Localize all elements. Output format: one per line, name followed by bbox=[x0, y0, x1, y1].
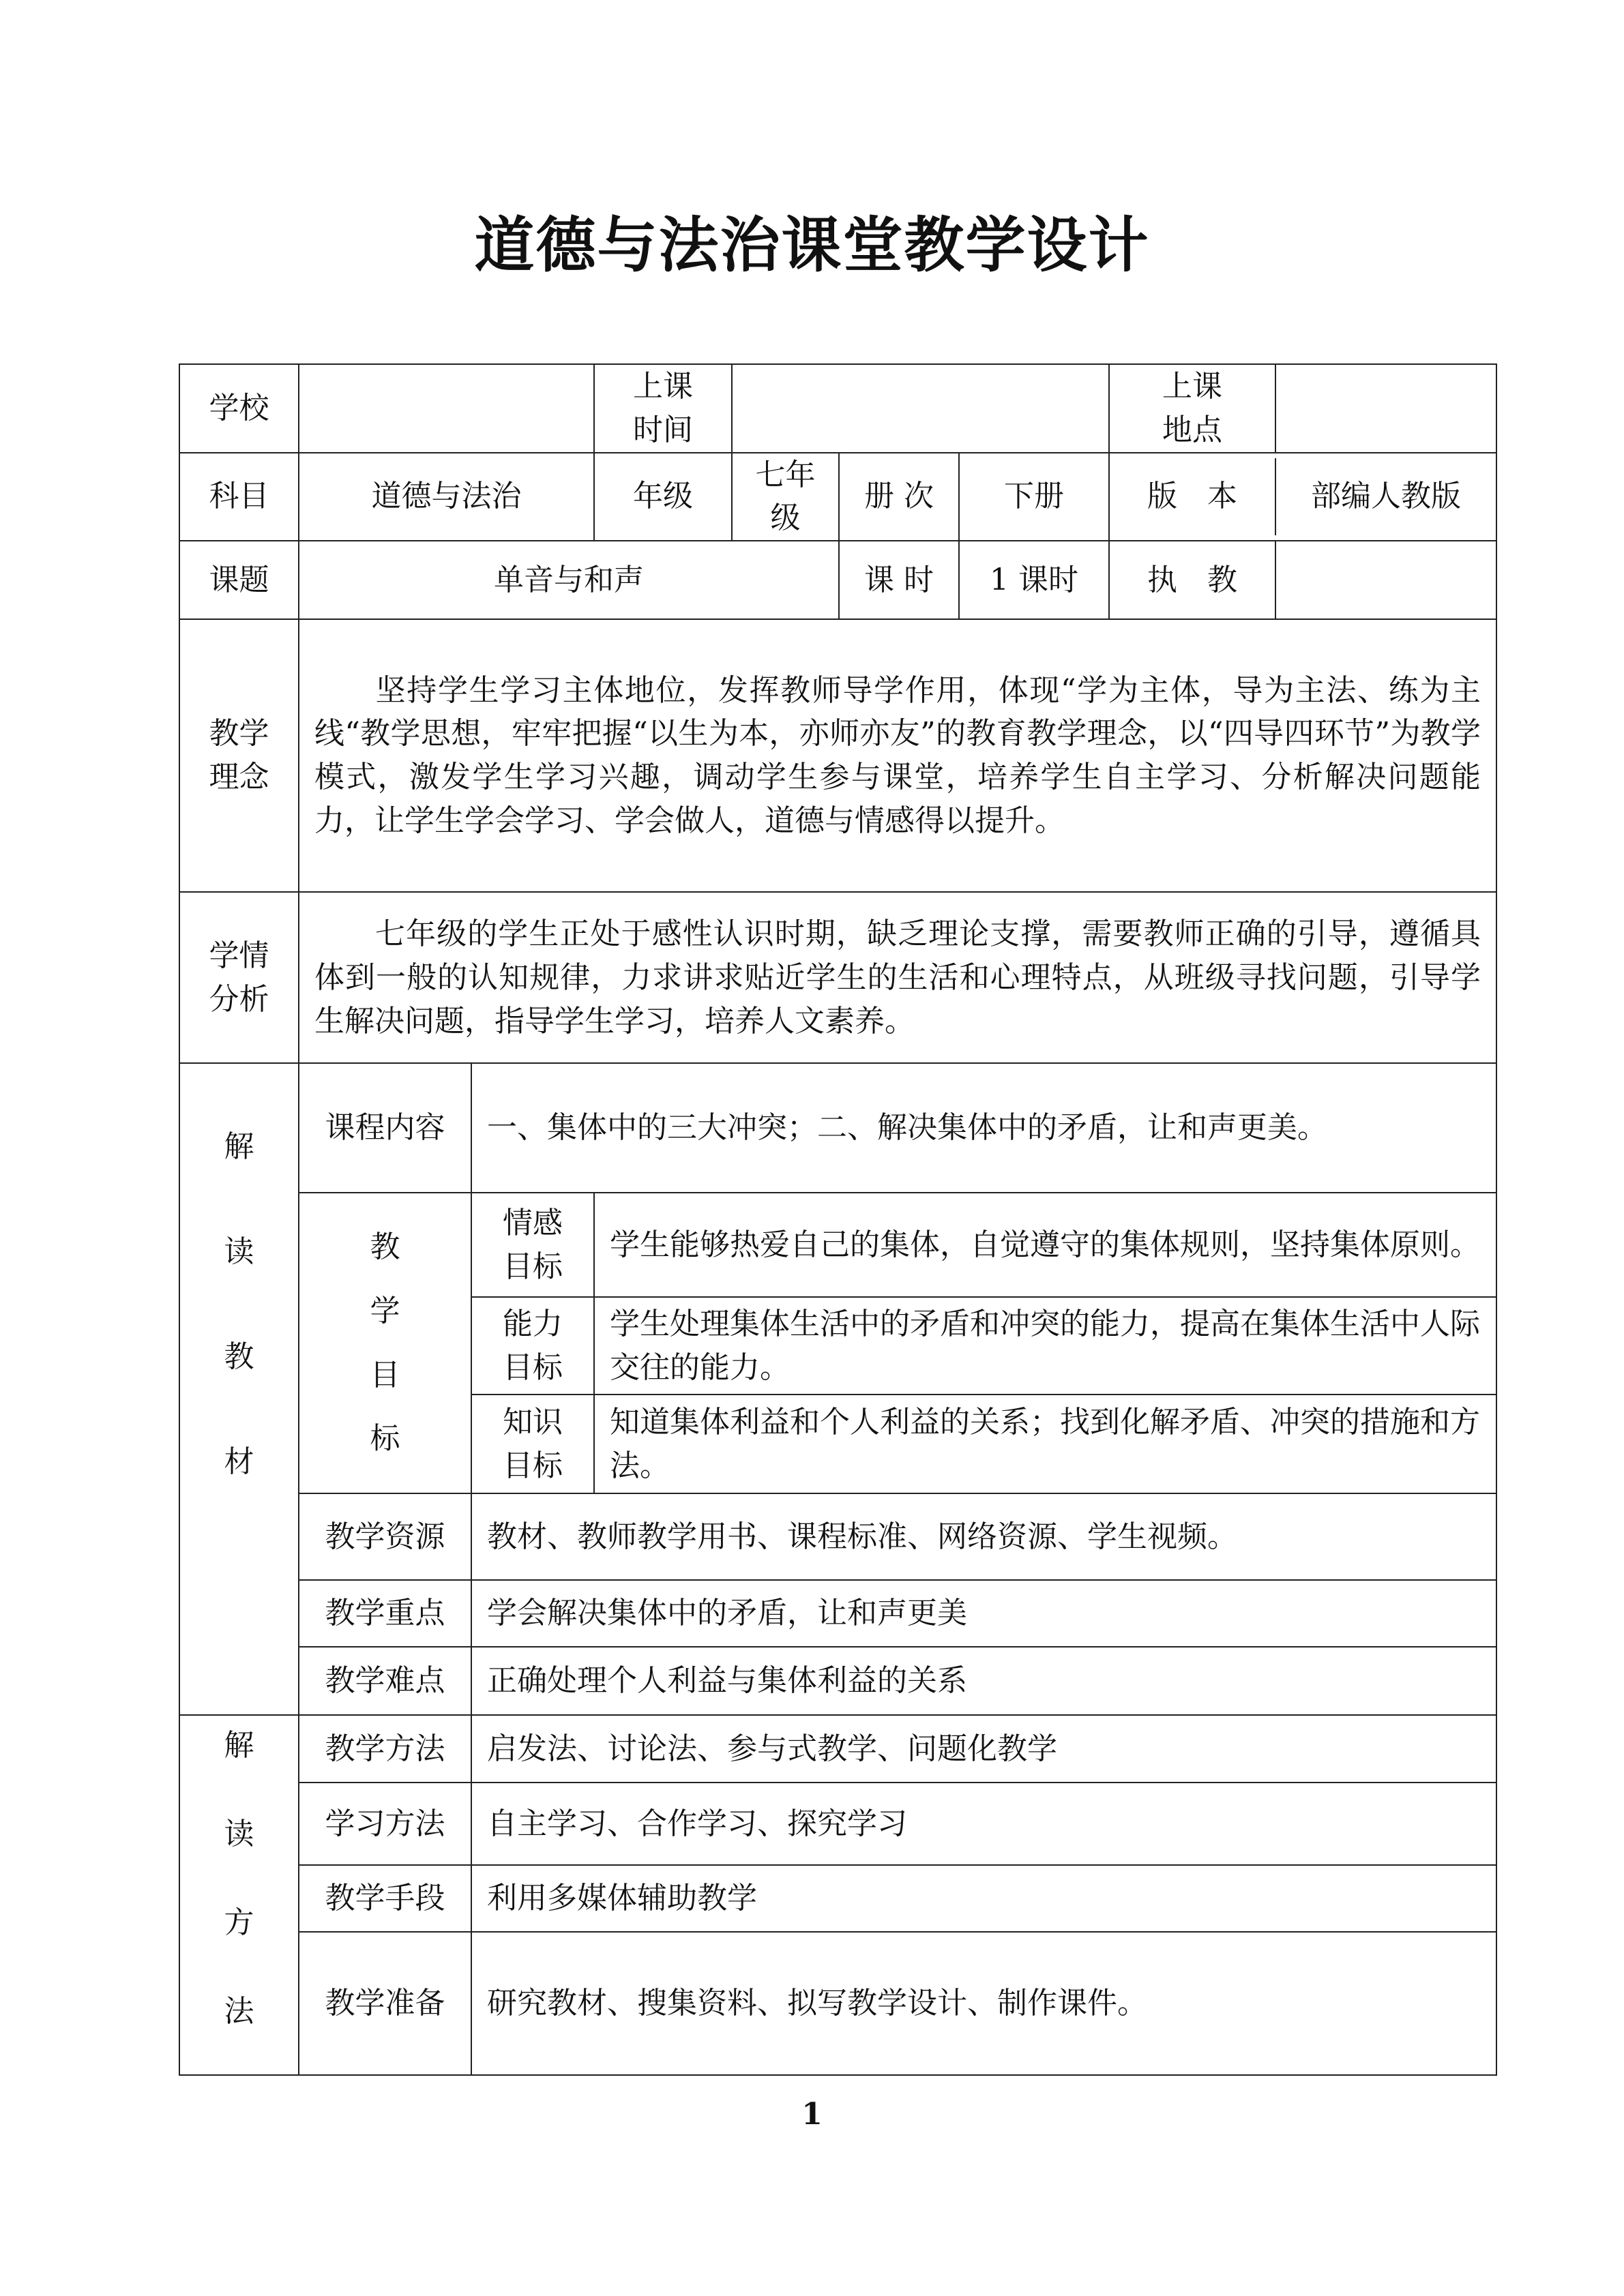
analysis-text: 七年级的学生正处于感性认识时期，缺乏理论支撑，需要教师正确的引导，遵循具体到一般的认知规律，力求讲求贴近学生的生活和心理特点，从班级寻找问题，引导学生解决问题，指导学生学习，培养人文素养。 bbox=[314, 916, 1481, 1039]
textbook-group-char: 材 bbox=[224, 1444, 254, 1479]
class-place-label-line2: 地点 bbox=[1162, 412, 1223, 447]
methods-group-label bbox=[179, 1715, 299, 2075]
preparation-value: 研究教材、搜集资料、拟写教学设计、制作课件。 bbox=[471, 1932, 1496, 2075]
difficulty-label: 教学难点 bbox=[299, 1647, 471, 1715]
goal-knowledge-label-line1: 知识 bbox=[503, 1404, 563, 1440]
resources-label: 教学资源 bbox=[299, 1493, 471, 1580]
goal-emotion-label-line1: 情感 bbox=[503, 1205, 563, 1240]
school-label: 学校 bbox=[179, 364, 299, 453]
methods-group-char: 方 bbox=[224, 1905, 254, 1940]
table-row-difficulty bbox=[179, 1647, 1496, 1715]
edition-label: 版 本 bbox=[1110, 458, 1275, 535]
resources-value: 教材、教师教学用书、课程标准、网络资源、学生视频。 bbox=[471, 1493, 1496, 1580]
subject-value: 道德与法治 bbox=[299, 453, 594, 541]
lesson-design-table bbox=[179, 363, 1497, 2076]
topic-label: 课题 bbox=[179, 541, 299, 619]
grade-value: 七年级 bbox=[732, 453, 839, 541]
volume-value: 下册 bbox=[959, 453, 1109, 541]
philosophy-label-line1: 教学 bbox=[209, 716, 269, 751]
volume-label: 册 次 bbox=[839, 453, 959, 541]
table-row-philosophy bbox=[179, 619, 1496, 892]
textbook-group-char: 教 bbox=[224, 1339, 254, 1374]
class-time-label-line1: 上课 bbox=[633, 369, 693, 404]
subject-label: 科目 bbox=[179, 453, 299, 541]
methods-group-char: 解 bbox=[224, 1728, 254, 1763]
table-row-resources bbox=[179, 1493, 1496, 1580]
analysis-label-line2: 分析 bbox=[209, 981, 269, 1017]
teaching-means-label: 教学手段 bbox=[299, 1865, 471, 1932]
table-row-teaching-method bbox=[179, 1715, 1496, 1783]
table-row-school bbox=[179, 364, 1496, 453]
teacher-value bbox=[1275, 541, 1496, 618]
course-content-label: 课程内容 bbox=[299, 1063, 471, 1193]
goal-emotion-label bbox=[471, 1193, 594, 1297]
goal-ability-label bbox=[471, 1297, 594, 1395]
class-time-value bbox=[732, 364, 1109, 453]
methods-group-char: 法 bbox=[224, 1993, 254, 2029]
table-row-analysis bbox=[179, 892, 1496, 1063]
textbook-group-char: 解 bbox=[224, 1129, 254, 1165]
class-place-label bbox=[1110, 365, 1275, 452]
teaching-method-value: 启发法、讨论法、参与式教学、问题化教学 bbox=[471, 1715, 1496, 1783]
philosophy-text-cell bbox=[299, 619, 1496, 892]
analysis-text-cell bbox=[299, 892, 1496, 1063]
goal-ability-label-line2: 目标 bbox=[503, 1350, 563, 1385]
teaching-means-value: 利用多媒体辅助教学 bbox=[471, 1865, 1496, 1932]
key-point-value: 学会解决集体中的矛盾，让和声更美 bbox=[471, 1580, 1496, 1647]
goal-knowledge-label-line2: 目标 bbox=[503, 1448, 563, 1483]
teaching-goals-label bbox=[299, 1193, 471, 1493]
edition-value: 部编人教版 bbox=[1311, 479, 1462, 514]
table-row-preparation bbox=[179, 1932, 1496, 2075]
table-row-learning-method bbox=[179, 1783, 1496, 1865]
table-row-topic bbox=[179, 541, 1496, 619]
class-place-label-line1: 上课 bbox=[1162, 369, 1223, 404]
school-value bbox=[299, 364, 594, 453]
class-time-label-line2: 时间 bbox=[633, 412, 693, 447]
teaching-goals-char: 学 bbox=[370, 1293, 400, 1328]
class-time-label bbox=[594, 364, 732, 453]
table-row-course-content bbox=[179, 1063, 1496, 1193]
textbook-group-label bbox=[179, 1063, 299, 1715]
table-row-subject bbox=[179, 453, 1496, 541]
key-point-label: 教学重点 bbox=[299, 1580, 471, 1647]
methods-group-char: 读 bbox=[224, 1816, 254, 1851]
goal-ability-label-line1: 能力 bbox=[503, 1306, 563, 1341]
teaching-goals-char: 目 bbox=[370, 1357, 400, 1392]
goal-knowledge-value: 知道集体利益和个人利益的关系；找到化解矛盾、冲突的措施和方法。 bbox=[594, 1395, 1496, 1493]
hours-label: 课 时 bbox=[839, 541, 959, 619]
philosophy-label-line2: 理念 bbox=[209, 760, 269, 795]
analysis-label-line1: 学情 bbox=[209, 938, 269, 973]
table-row-key-point bbox=[179, 1580, 1496, 1647]
difficulty-value: 正确处理个人利益与集体利益的关系 bbox=[471, 1647, 1496, 1715]
class-place-value bbox=[1275, 365, 1496, 452]
page-title: 道德与法治课堂教学设计 bbox=[474, 210, 1150, 280]
goal-emotion-label-line2: 目标 bbox=[503, 1249, 563, 1284]
goal-emotion-value: 学生能够热爱自己的集体，自觉遵守的集体规则，坚持集体原则。 bbox=[594, 1193, 1496, 1297]
teaching-method-label: 教学方法 bbox=[299, 1715, 471, 1783]
table-row-teaching-means bbox=[179, 1865, 1496, 1932]
learning-method-value: 自主学习、合作学习、探究学习 bbox=[471, 1783, 1496, 1865]
preparation-label: 教学准备 bbox=[299, 1932, 471, 2075]
textbook-group-char: 读 bbox=[224, 1234, 254, 1269]
analysis-label bbox=[179, 892, 299, 1063]
learning-method-label: 学习方法 bbox=[299, 1783, 471, 1865]
philosophy-label bbox=[179, 619, 299, 892]
goal-knowledge-label bbox=[471, 1395, 594, 1493]
teaching-goals-char: 教 bbox=[370, 1229, 400, 1265]
teaching-goals-char: 标 bbox=[370, 1421, 400, 1457]
table-row-goal-emotion bbox=[179, 1193, 1496, 1297]
grade-label: 年级 bbox=[594, 453, 732, 541]
hours-value: 1 课时 bbox=[959, 541, 1109, 619]
teacher-label: 执 教 bbox=[1110, 541, 1275, 618]
philosophy-text: 坚持学生学习主体地位，发挥教师导学作用，体现“学为主体，导为主法、练为主线“教学思想，牢牢把握“以生为本，亦师亦友”的教育教学理念，以“四导四环节”为教学模式，激发学生学习兴趣，调动学生参与课堂，培养学生自主学习、分析解决问题能力，让学生学会学习、学会做人，道德与情感得以提升。 bbox=[314, 672, 1481, 838]
goal-ability-value: 学生处理集体生活中的矛盾和冲突的能力，提高在集体生活中人际交往的能力。 bbox=[594, 1297, 1496, 1395]
page-number: 1 bbox=[801, 2097, 823, 2132]
topic-value: 单音与和声 bbox=[299, 541, 839, 619]
course-content-value: 一、集体中的三大冲突；二、解决集体中的矛盾，让和声更美。 bbox=[471, 1063, 1496, 1193]
